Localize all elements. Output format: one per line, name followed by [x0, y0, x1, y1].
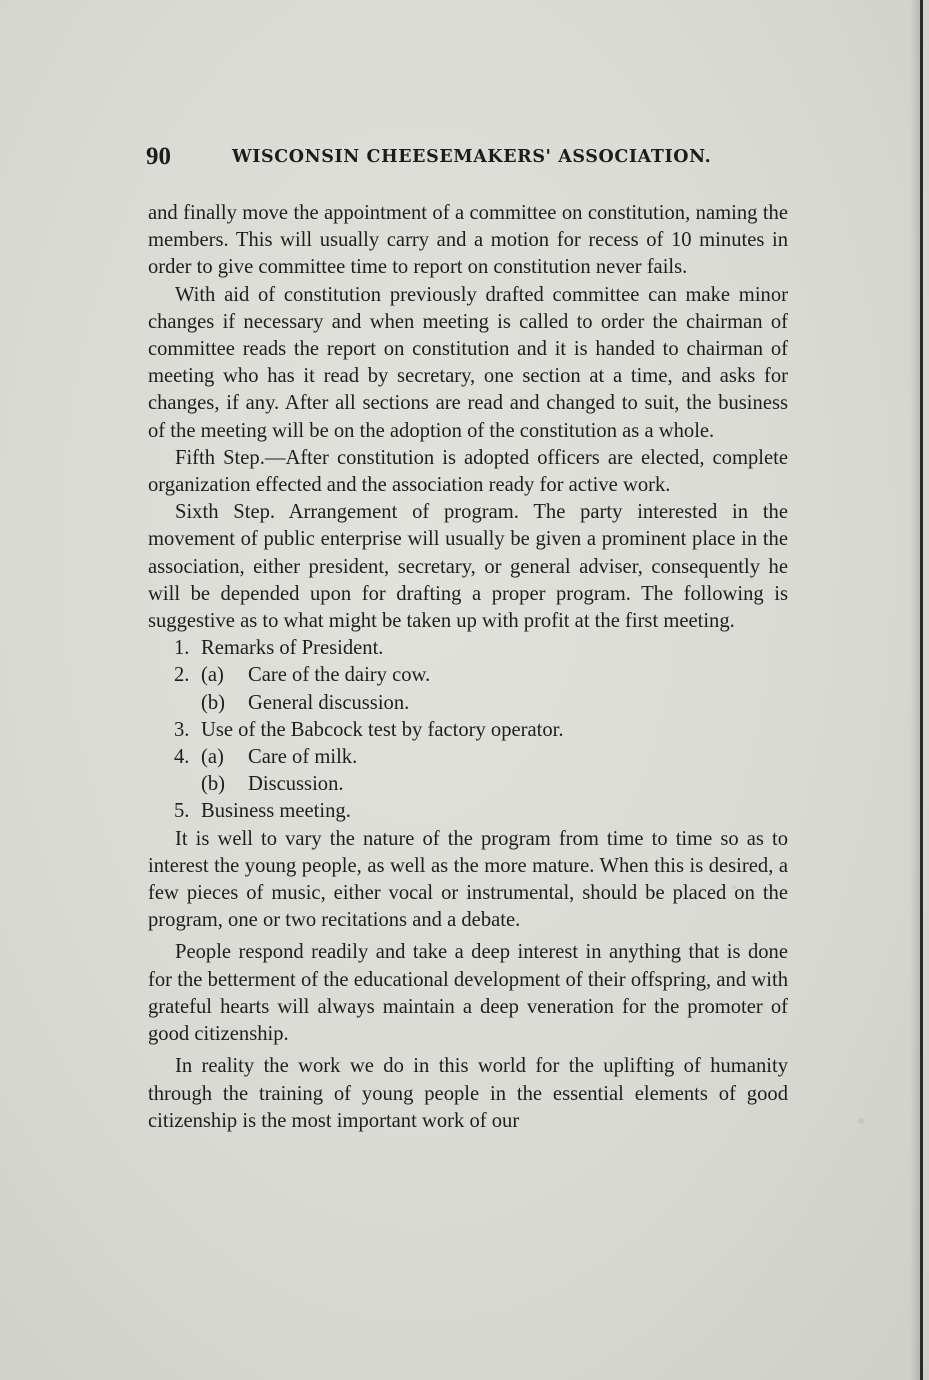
list-text: Use of the Babcock test by factory operator.: [201, 718, 564, 741]
list-text: Care of the dairy cow.: [248, 664, 431, 687]
list-letter: (a): [201, 746, 224, 769]
paragraph: It is well to vary the nature of the program from time to time so as to interest the young people, as well as the more mature. When this is desired, a few pieces of music, either vocal or instrumental, should be placed on the program, one or two recitations and a debate.: [148, 827, 788, 932]
paper-stain: [858, 1118, 864, 1124]
paragraph: People respond readily and take a deep interest in anything that is done for the betterment of the educational development of their offspring, and with grateful hearts will always maintain a deep veneration for the promoter of good citizenship.: [148, 941, 788, 1046]
paragraph: In reality the work we do in this world for the uplifting of humanity through the training of young people in the essential elements of good citizenship is the most important work of our: [148, 1055, 788, 1132]
list-item: [148, 717, 788, 744]
list-item: [148, 798, 788, 825]
page-gutter-shadow: [910, 0, 920, 1380]
list-item: [148, 690, 788, 717]
list-number: 1.: [174, 637, 190, 660]
page-body: [148, 200, 788, 1135]
paragraph: Sixth Step. Arrangement of program. The party interested in the movement of public enterprise will usually be given a prominent place in the association, either president, secretary, or general adviser, consequently he will be depended upon for drafting a proper program. The following is suggestive as to what might be taken up with profit at the first meeting.: [148, 501, 788, 633]
list-number: 5.: [174, 800, 190, 823]
list-number: 2.: [174, 664, 190, 687]
paragraph: and finally move the appointment of a committee on constitution, naming the members. This will usually carry and a motion for recess of 10 minutes in order to give committee time to report on constitution never fails.: [148, 202, 788, 279]
paragraph: Fifth Step.—After constitution is adopted officers are elected, complete organization effected and the association ready for active work.: [148, 446, 788, 497]
list-text: Business meeting.: [201, 800, 351, 823]
list-item: [148, 771, 788, 798]
running-head: WISCONSIN CHEESEMAKERS' ASSOCIATION.: [232, 147, 712, 167]
paragraph: With aid of constitution previously drafted committee can make minor changes if necessary and when meeting is called to order the chairman of committee reads the report on constitution and it is handed to chairman of meeting who has it read by secretary, one section at a time, and asks for changes, if any. After all sections are read and changed to suit, the business of the meeting will be on the adoption of the constitution as a whole.: [148, 283, 788, 442]
list-item: [148, 744, 788, 771]
list-letter: (b): [201, 773, 226, 796]
list-letter: (b): [201, 691, 226, 714]
list-item: [148, 635, 788, 662]
page-header: [146, 140, 786, 174]
list-number: 4.: [174, 746, 190, 769]
list-letter: (a): [201, 664, 224, 687]
list-text: Remarks of President.: [201, 637, 384, 660]
list-item: [148, 662, 788, 689]
program-list: [148, 635, 788, 825]
page-edge: [920, 0, 923, 1380]
list-number: 3.: [174, 718, 190, 741]
list-text: Care of milk.: [248, 746, 358, 769]
page-number: 90: [146, 143, 171, 170]
list-text: Discussion.: [248, 773, 344, 796]
list-text: General discussion.: [248, 691, 410, 714]
